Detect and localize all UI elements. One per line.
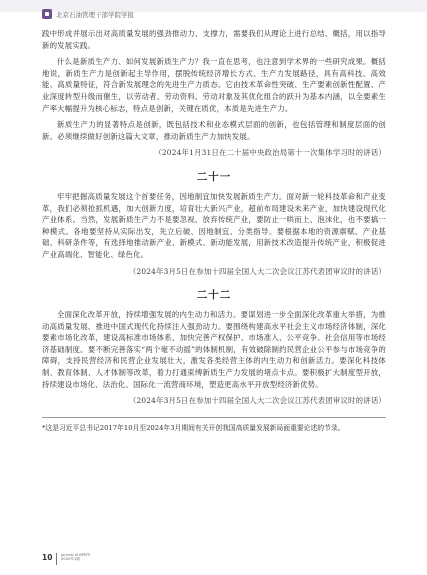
section-21-citation: （2024年3月5日在参加十四届全国人大二次会议江苏代表团审议时的讲话） [128, 266, 386, 276]
page-footer [42, 553, 90, 565]
footnote-divider [42, 417, 386, 418]
paragraph-innovation: 新质生产力的显著特点是创新，既包括技术和业态模式层面的创新，也包括管理和制度层面的创新。必须继续做好创新这篇大文章，推动新质生产力加快发展。 [42, 120, 386, 141]
footnote: *这是习近平总书记2017年10月至2024年3月期间有关开创我国高质量发展新局面重要论述的节录。 [42, 423, 345, 432]
section-21-paragraph: 牢牢把握高质量发展这个首要任务，因地制宜加快发展新质生产力。面对新一轮科技革命和产业变革，我们必须抢抓机遇，加大创新力度，培育壮大新兴产业，超前布局建设未来产业，加快建设现代化产业体系。当然，发展新质生产力不是要忽视、放弃传统产业，要防止一哄而上、泡沫化，也不要搞一种模式。各地要坚持从实际出发，先立后破、因地制宜、分类指导。要根据本地的资源禀赋、产业基础、科研条件等，有选择地推动新产业、新模式、新动能发展，用新技术改造提升传统产业，积极促进产业高端化、智能化、绿色化。 [42, 191, 386, 259]
citation-1: （2024年1月31日在二十届中央政治局第十一次集体学习时的讲话） [154, 148, 386, 158]
page-number: 10 [42, 553, 53, 562]
page-header [42, 4, 134, 24]
section-title-22: 二十二 [196, 289, 232, 302]
paragraph-definition: 什么是新质生产力、如何发展新质生产力？我一直在思考，也注意到学术界的一些研究成果。概括地说，新质生产力是创新起主导作用，摆脱传统经济增长方式、生产力发展路径，具有高科技、高效能、高质量特征，符合新发展理念的先进生产力质态。它由技术革命性突破、生产要素创新性配置、产业深度转型升级而催生，以劳动者、劳动资料、劳动对象及其优化组合的跃升为基本内涵，以全要素生产率大幅提升为核心标志，特点是创新，关键在质优，本质是先进生产力。 [42, 57, 386, 113]
footer-journal-info [61, 553, 90, 562]
section-title-21: 二十一 [196, 170, 232, 183]
journal-logo-icon [42, 9, 52, 19]
paragraph-continuation: 践中形成并展示出对高质量发展的强劲推动力、支撑力，需要我们从理论上进行总结、概括，用以指导新的发展实践。 [42, 29, 386, 50]
journal-title: 北京石油管理干部学院学报 [56, 10, 134, 19]
section-22-citation: （2024年3月5日在参加十四届全国人大二次会议江苏代表团审议时的讲话） [128, 396, 386, 406]
section-22-paragraph: 全面深化改革开放，持续增强发展的内生动力和活力。要谋划进一步全面深化改革重大举措，为推动高质量发展、推进中国式现代化持续注入强劲动力。要围绕构建高水平社会主义市场经济体制，深化要素市场化改革，建设高标准市场体系，加快完善产权保护、市场准入、公平竞争、社会信用等市场经济基础制度。要不断完善落实“两个毫不动摇”的体制机制，有效破除制约民营企业公平参与市场竞争的障碍，支持民营经济和民营企业发展壮大，激发各类经营主体的内生动力和创新活力。要深化科技体制、教育体制、人才体制等改革，着力打通束缚新质生产力发展的堵点卡点。要积极扩大制度型开放，持续建设市场化、法治化、国际化一流营商环境，塑造更高水平开放型经济新优势。 [42, 310, 386, 389]
article-body [42, 28, 386, 433]
footer-journal-issue: 2025年1期 [61, 557, 80, 562]
footer-journal-name: Journal of BPMTI [61, 553, 91, 557]
footer-divider [56, 553, 57, 565]
